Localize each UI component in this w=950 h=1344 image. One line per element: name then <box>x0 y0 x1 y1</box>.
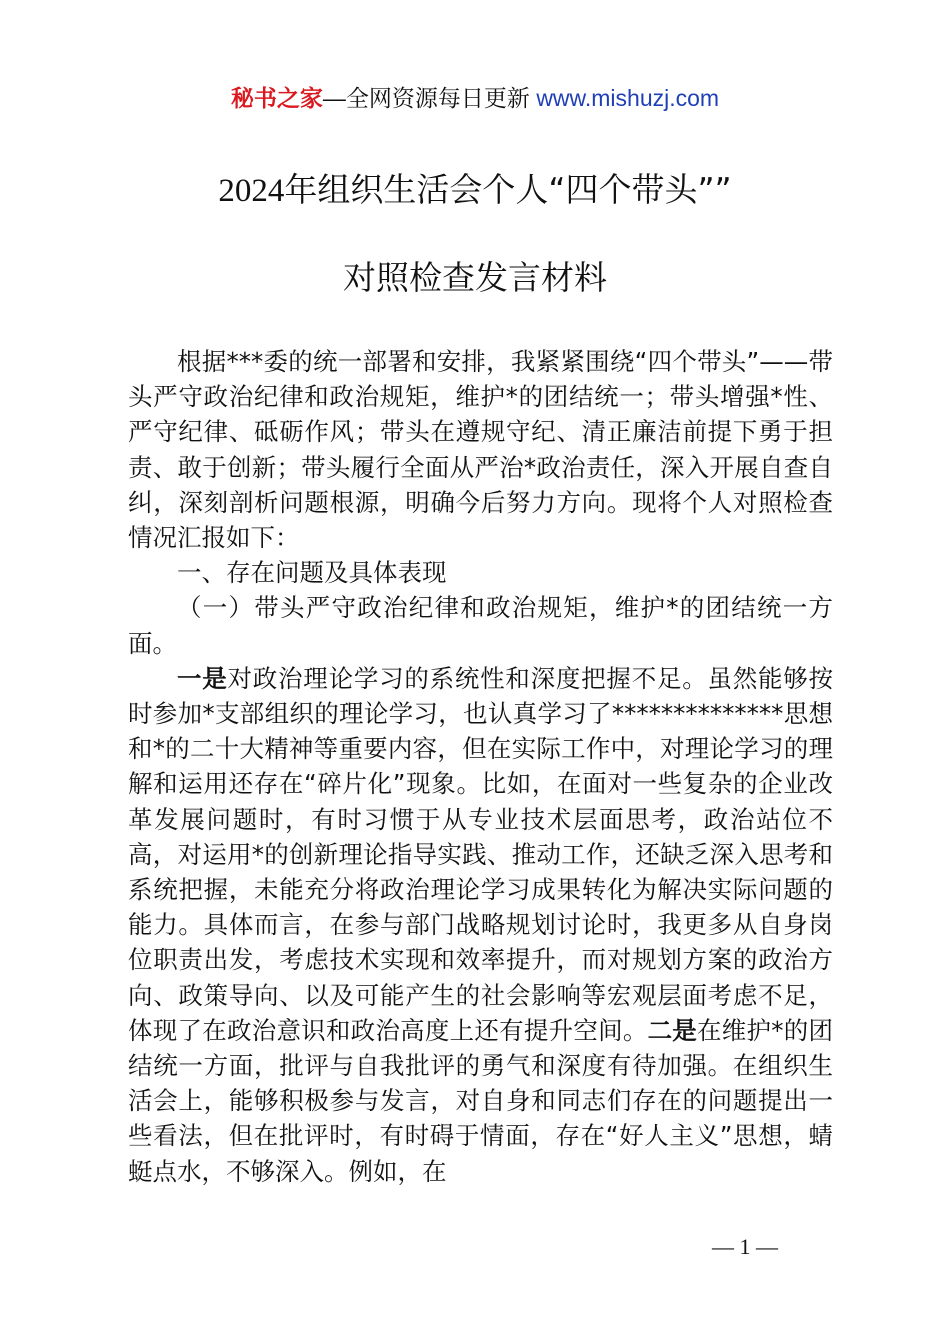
point-lead-1: 一是 <box>177 663 228 693</box>
document-title-line1 <box>0 170 950 211</box>
point-lead-2: 二是 <box>647 1015 698 1045</box>
document-title-line2: 对照检查发言材料 <box>343 258 607 297</box>
site-header <box>0 80 950 113</box>
body-paragraph <box>128 661 833 1189</box>
intro-paragraph: 根据***委的统一部署和安排，我紧紧围绕“四个带头”——带头严守政治纪律和政治规矩，维护*的团结统一；带头增强*性、严守纪律、砥砺作风；带头在遵规守纪、清正廉洁前提下勇于担责、敢于创新；带头履行全面从严治*政治责任，深入开展自查自纠，深刻剖析问题根源，明确今后努力方向。现将个人对照检查情况汇报如下： <box>128 347 833 553</box>
page-number: — 1 — <box>712 1234 778 1259</box>
point-text-1: 对政治理论学习的系统性和深度把握不足。虽然能够按时参加*支部组织的理论学习，也认真学习了**************思想和*的二十大精神等重要内容，但在实际工作中，对理论学习的理解和运用还存在“碎片化”现象。比如，在面对一些复杂的企业改革发展问题时，有时习惯于从专业技术层面思考，政治站位不高，对运用*的创新理论指导实践、推动工作，还缺乏深入思考和系统把握，未能充分将政治理论学习成果转化为解决实际问题的能力。具体而言，在参与部门战略规划讨论时，我更多从自身岗位职责出发，考虑技术实现和效率提升，而对规划方案的政治方向、政策导向、以及可能产生的社会影响等宏观层面考虑不足，体现了在政治意识和政治高度上还有提升空间。 <box>128 663 834 1045</box>
document-body <box>128 344 833 1189</box>
title-year: 2024 <box>218 173 285 209</box>
section-heading: 一、存在问题及具体表现 <box>177 558 447 588</box>
point-text-2: 在维护*的团结统一方面，批评与自我批评的勇气和深度有待加强。在组织生活会上，能够积极参与发言，对自身和同志们存在的问题提出一些看法，但在批评时，有时碍于情面，存在“好人主义”思想，蜻蜓点水，不够深入。例如，在 <box>128 1015 834 1186</box>
subsection-heading: （一）带头严守政治纪律和政治规矩，维护*的团结统一方面。 <box>128 593 833 658</box>
header-tagline: —全网资源每日更新 <box>322 85 530 111</box>
header-brand: 秘书之家 <box>230 85 323 111</box>
title-line1-text: 年组织生活会个人“四个带头”” <box>284 170 732 209</box>
header-url[interactable]: www.mishuzj.com <box>536 85 720 111</box>
